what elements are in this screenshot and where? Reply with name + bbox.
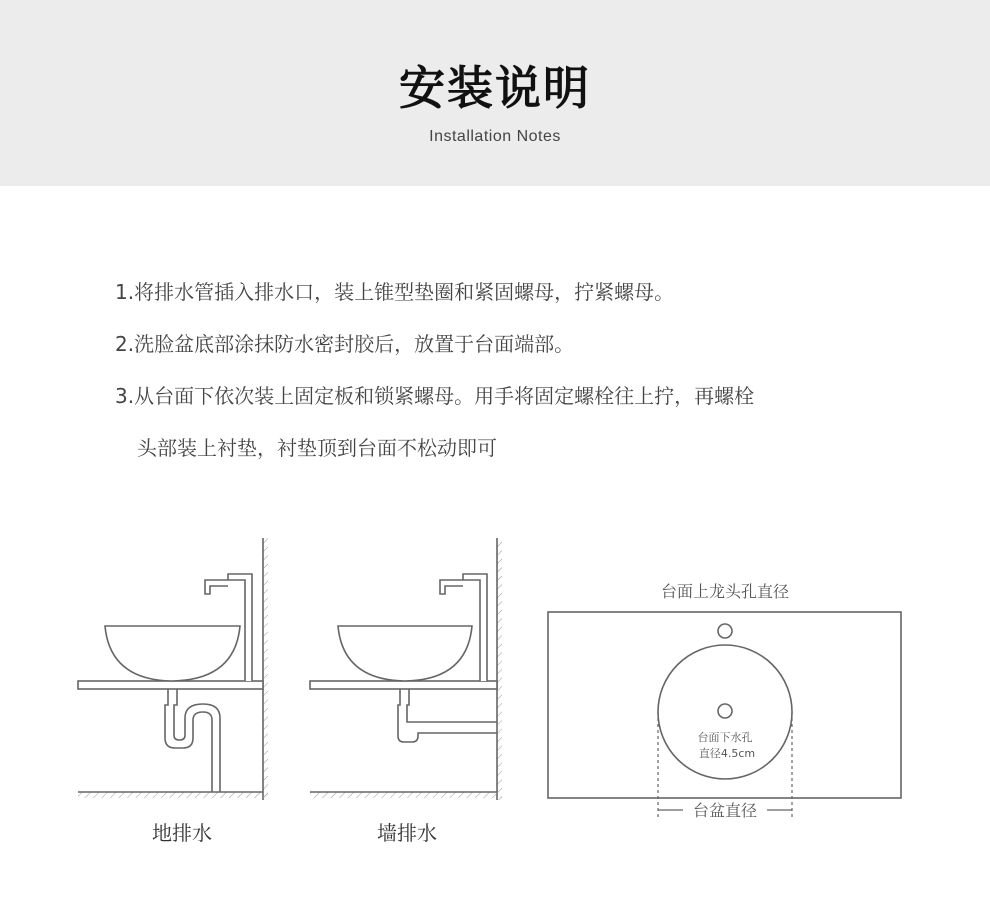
- floor: [78, 792, 268, 798]
- step-number: 3.: [115, 384, 135, 408]
- wall-drain-label: 墙排水: [377, 821, 437, 845]
- step-2: [115, 318, 915, 370]
- page-subtitle: Installation Notes: [429, 128, 561, 145]
- countertop: [310, 681, 497, 689]
- step-3: [115, 370, 915, 422]
- wall-drain-diagram: [310, 538, 502, 800]
- step-1: [115, 266, 915, 318]
- vessel-basin: [105, 626, 240, 681]
- floor-drain-label: 地排水: [152, 821, 212, 845]
- page-title: 安装说明: [399, 61, 591, 115]
- s-trap-inner: [174, 689, 220, 792]
- step-number: 1.: [115, 280, 135, 304]
- faucet-spout: [440, 580, 463, 594]
- installation-steps: [115, 266, 915, 474]
- drain-hole-label-line2: 直径4.5cm: [698, 747, 756, 760]
- step-text: 将排水管插入排水口，装上锥型垫圈和紧固螺母，拧紧螺母。: [134, 280, 675, 304]
- installation-diagrams: [0, 530, 990, 845]
- step-text: 从台面下依次装上固定板和锁紧螺母。用手将固定螺栓往上拧，再螺栓: [134, 384, 755, 408]
- step-3-continuation: 头部装上衬垫，衬垫顶到台面不松动即可: [137, 436, 497, 460]
- faucet-spout: [205, 580, 228, 594]
- countertop-outline: [548, 612, 901, 798]
- faucet-hole-label: 台面上龙头孔直径: [660, 582, 790, 601]
- countertop-top-view: [548, 612, 901, 820]
- floor: [310, 792, 502, 798]
- drain-hole: [718, 704, 732, 718]
- faucet-hole: [718, 624, 732, 638]
- drain-hole-label-line1: 台面下水孔: [697, 731, 753, 744]
- countertop: [78, 681, 263, 689]
- wall-trap-inner: [407, 689, 497, 722]
- header-banner: [0, 0, 990, 186]
- wall-trap-outer: [398, 689, 497, 742]
- basin-diameter-label: 台盆直径: [692, 801, 758, 820]
- vessel-basin: [338, 626, 472, 681]
- step-number: 2.: [115, 332, 135, 356]
- floor-drain-diagram: [78, 538, 268, 800]
- step-text: 洗脸盆底部涂抹防水密封胶后，放置于台面端部。: [134, 332, 575, 356]
